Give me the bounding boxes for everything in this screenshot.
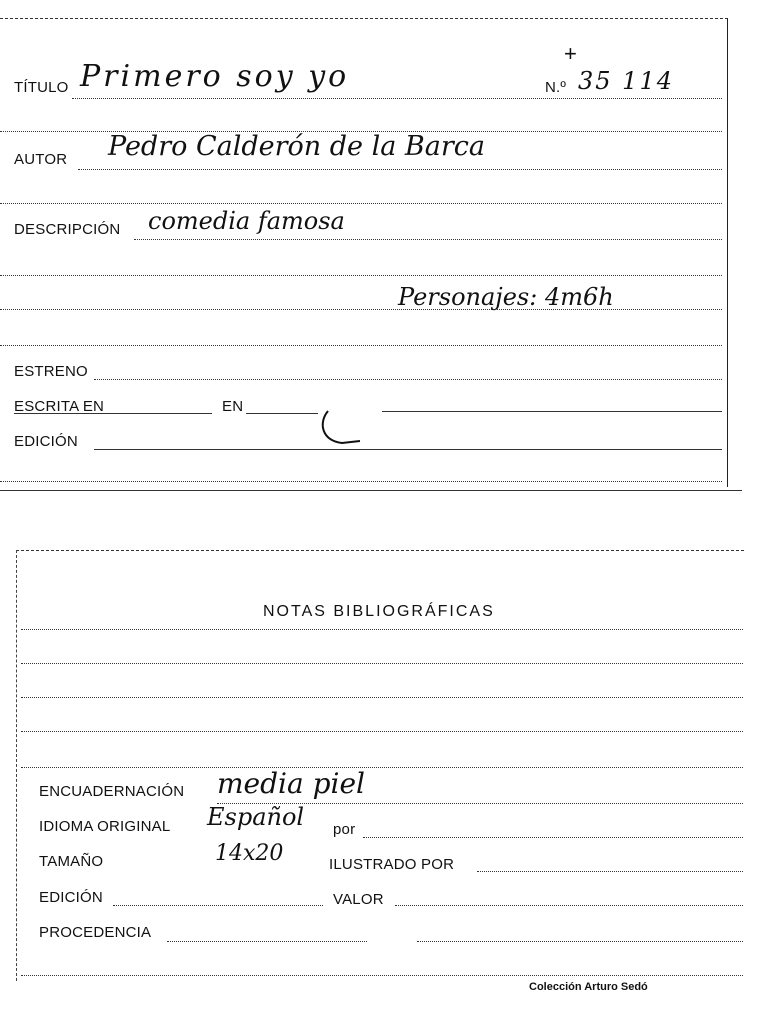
procedencia-right-line [417, 941, 743, 942]
edicion-line [94, 449, 722, 450]
edicion-label: EDICIÓN [14, 433, 78, 450]
titulo-label: TÍTULO [14, 79, 69, 96]
catalog-card-back [16, 550, 744, 993]
card-separator-line [0, 490, 742, 491]
ruled-line [0, 345, 722, 346]
titulo-line [72, 98, 722, 99]
ilustrado-label: ILUSTRADO POR [329, 856, 455, 873]
ruled-line [21, 731, 743, 732]
ruled-line [0, 309, 722, 310]
coleccion-footer: Colección Arturo Sedó [529, 981, 648, 993]
autor-label: AUTOR [14, 151, 68, 168]
por-label: por [333, 821, 356, 838]
descripcion-value: comedia famosa [148, 207, 345, 235]
encuadernacion-value: media piel [217, 767, 365, 800]
ruled-line [21, 975, 743, 976]
tamano-line [477, 871, 743, 872]
en-line [246, 413, 318, 414]
procedencia-label: PROCEDENCIA [39, 924, 152, 941]
ruled-line [21, 663, 743, 664]
notas-heading: NOTAS BIBLIOGRÁFICAS [263, 603, 495, 620]
tamano-label: TAMAÑO [39, 853, 104, 870]
numero-label: N.º [545, 79, 567, 96]
tamano-value: 14x20 [215, 841, 284, 866]
bracket-scribble-icon [316, 405, 376, 449]
numero-value: 35 114 [578, 67, 674, 95]
ruled-line [21, 767, 743, 768]
plus-mark: + [564, 41, 577, 66]
personajes-note: Personajes: 4m6h [398, 283, 614, 311]
catalog-card-front [0, 18, 728, 487]
ruled-line [0, 275, 722, 276]
encuadernacion-label: ENCUADERNACIÓN [39, 783, 185, 800]
edicion-back-label: EDICIÓN [39, 889, 103, 906]
ruled-line [21, 697, 743, 698]
idioma-line [363, 837, 743, 838]
titulo-value: Primero soy yo [80, 59, 350, 94]
estreno-label: ESTRENO [14, 363, 88, 380]
estreno-line [94, 379, 722, 380]
autor-line [78, 169, 722, 170]
escrita-en-label: ESCRITA EN [14, 398, 105, 415]
valor-line [395, 905, 743, 906]
valor-label: VALOR [333, 891, 384, 908]
autor-value: Pedro Calderón de la Barca [108, 131, 485, 162]
descripcion-line [134, 239, 722, 240]
edicion-back-line [113, 905, 323, 906]
ruled-line [21, 629, 743, 630]
descripcion-label: DESCRIPCIÓN [14, 221, 121, 238]
escrita-right-line [382, 411, 722, 412]
idioma-value: Español [207, 803, 305, 831]
procedencia-line [167, 941, 367, 942]
en-label: EN [222, 398, 244, 415]
ruled-line [0, 481, 722, 482]
ruled-line [0, 203, 722, 204]
idioma-label: IDIOMA ORIGINAL [39, 818, 171, 835]
escrita-line [14, 413, 212, 414]
